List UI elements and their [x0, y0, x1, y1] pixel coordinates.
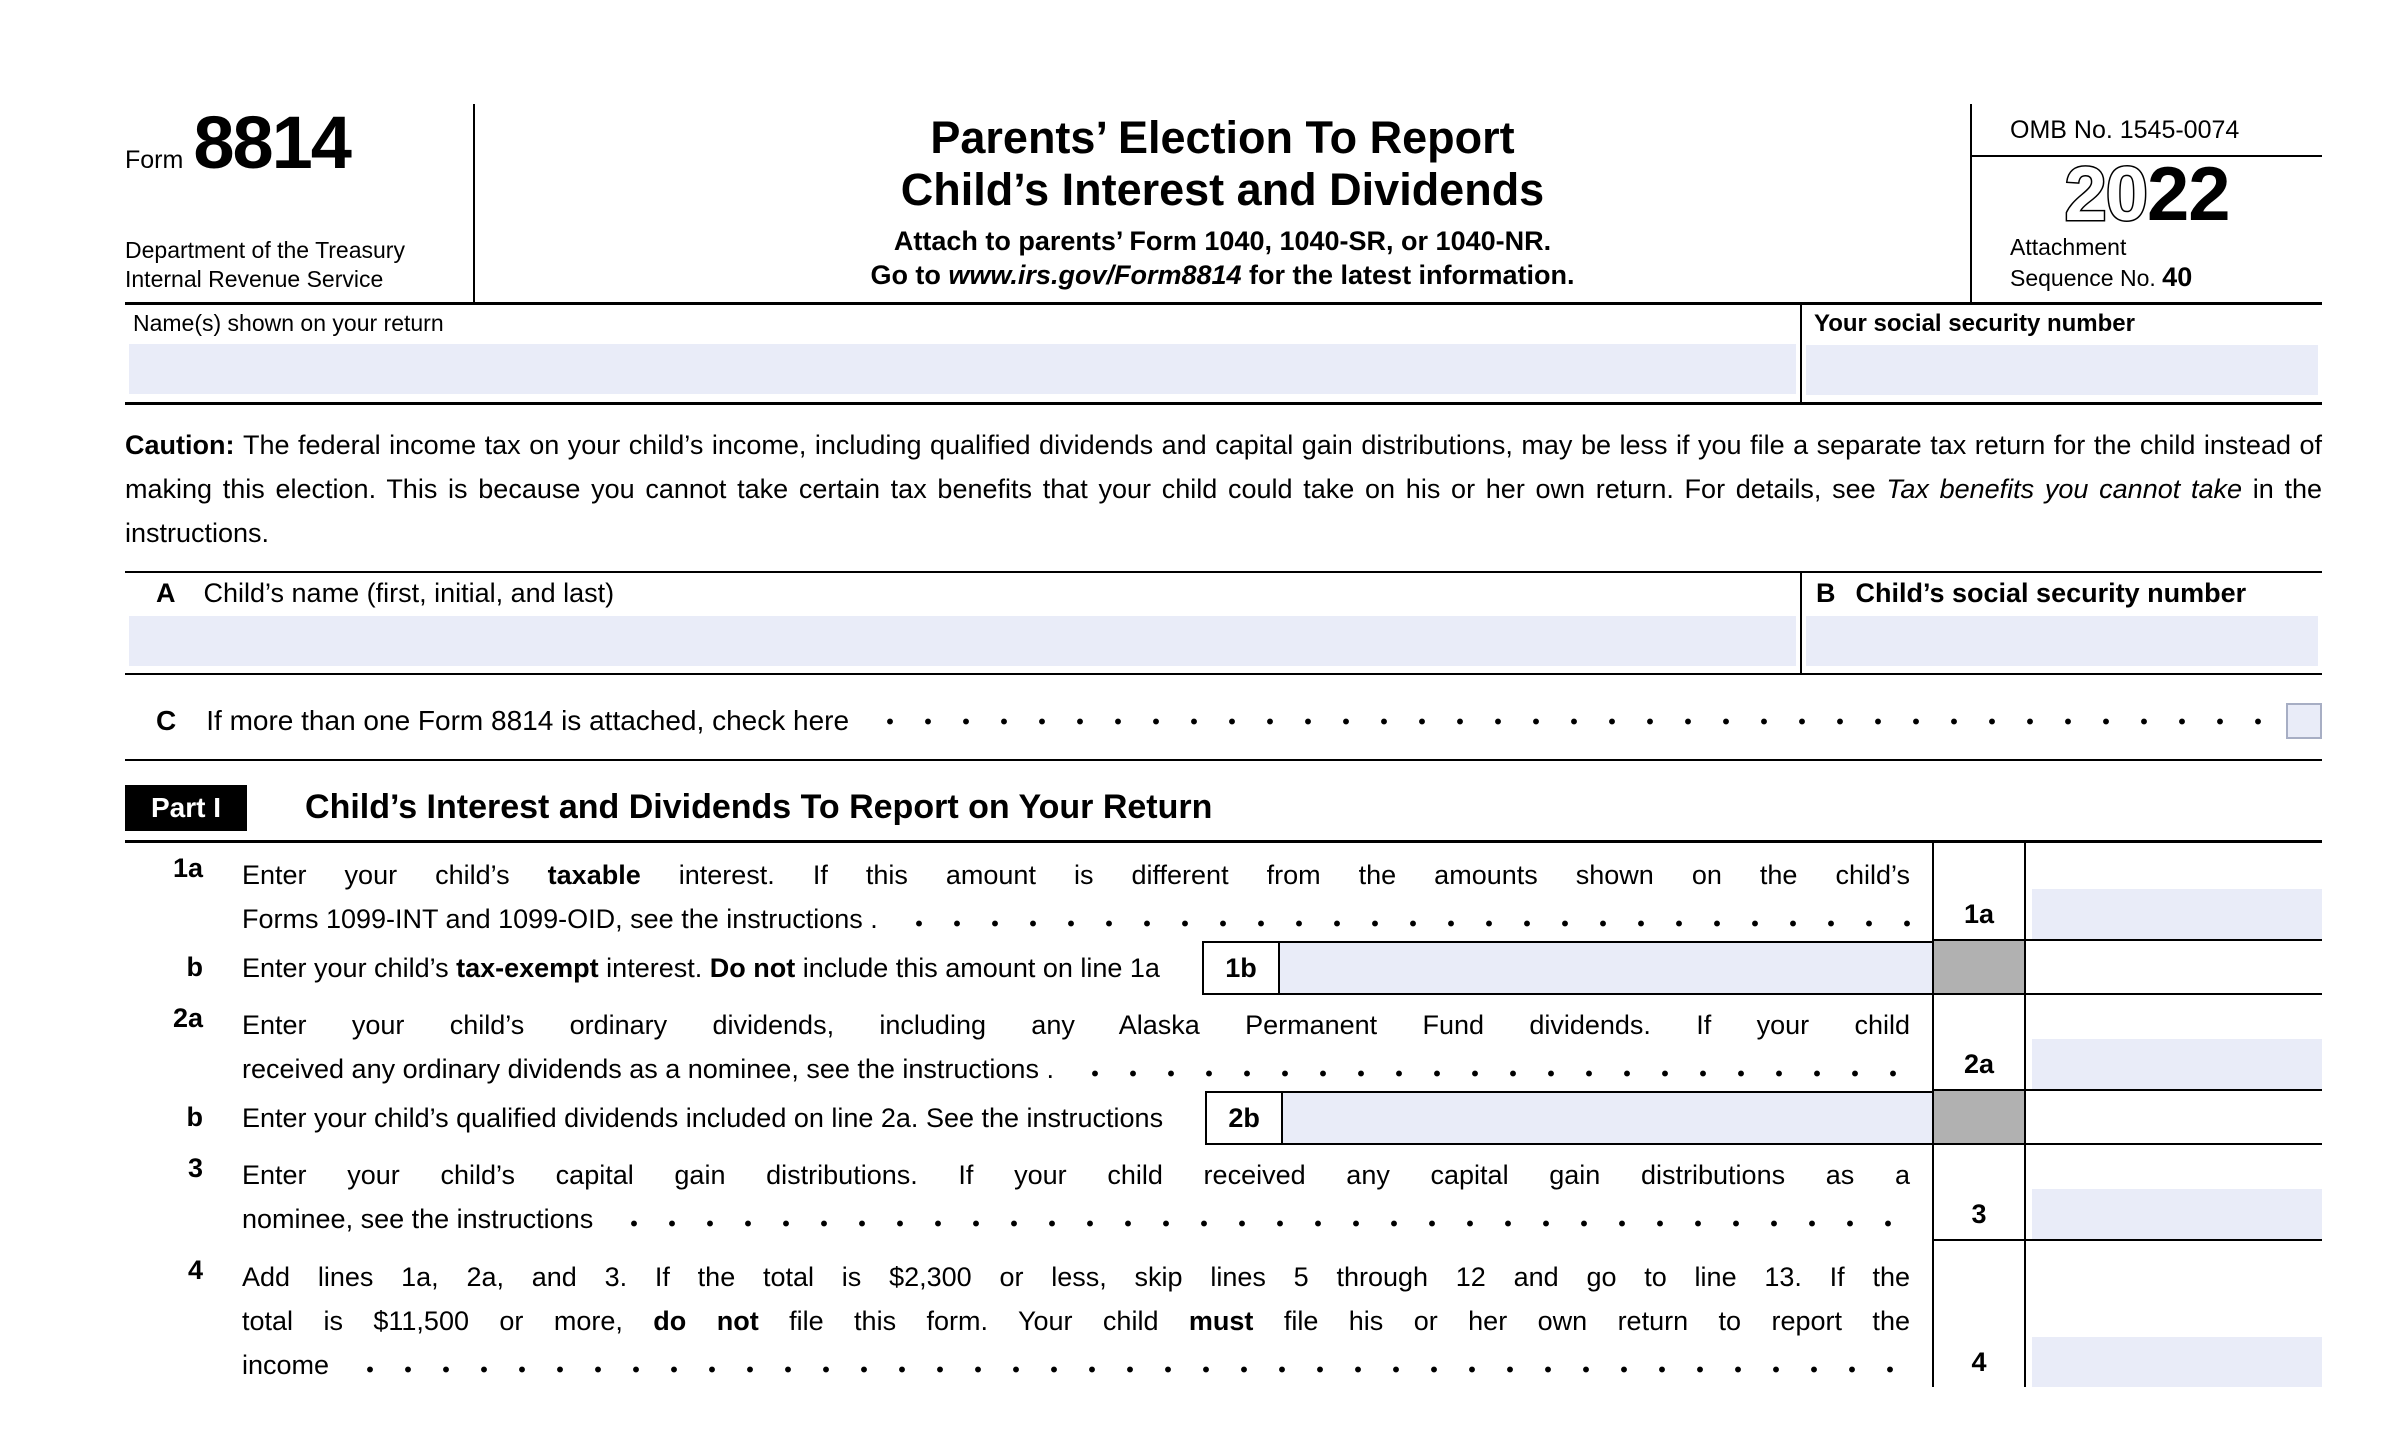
department-block: [125, 236, 463, 294]
line-1a-row: [125, 843, 2322, 941]
line-4-row: [125, 1241, 2322, 1387]
row-letter-c: C: [156, 704, 177, 736]
line-2a-text: Enter your child’s ordinary dividends, including any Alaska Permanent Fund dividends. If your child received any ordinary dividends as a nominee, see the instructions .: [203, 995, 1932, 1091]
line-4-amount-cell: [2026, 1241, 2322, 1387]
attach-instruction: Attach to parents’ Form 1040, 1040-SR, or 1040-NR.: [893, 226, 1552, 257]
attachment-word: Attachment: [2010, 234, 2127, 260]
ssn-cell: [1800, 305, 2322, 402]
goto-instruction: Go to www.irs.gov/Form8814 for the latest information.: [870, 260, 1575, 291]
ssn-input[interactable]: [1806, 345, 2318, 395]
line-2a-box-number: 2a: [1932, 995, 2026, 1091]
line-2a-number: 2a: [172, 1002, 203, 1033]
child-name-label: Child’s name (first, initial, and last): [203, 577, 615, 608]
tax-year: [1972, 152, 2322, 237]
line-1b-amount-input[interactable]: [1280, 941, 1932, 995]
line-2b-text: Enter your child’s qualified dividends included on line 2a. See the instructions 2b: [203, 1091, 1932, 1145]
line-1b-text: Enter your child’s tax-exempt interest. Do not include this amount on line 1a 1b: [203, 941, 1932, 995]
form-word: Form: [125, 146, 184, 174]
line-1b-box-number: 1b: [1202, 941, 1280, 995]
sequence-number: 40: [2162, 262, 2193, 293]
line-3-box-number: 3: [1932, 1145, 2026, 1241]
line-2b-box-number: 2b: [1205, 1091, 1283, 1145]
form-id-block: [125, 101, 475, 302]
sequence-label: Sequence No.: [2010, 265, 2156, 292]
form-number-row: [125, 101, 463, 184]
line-1a-number: 1a: [172, 852, 203, 883]
dot-leader: [1068, 1047, 1910, 1091]
row-letter-b: B: [1816, 577, 1836, 608]
multiple-forms-checkbox[interactable]: [2286, 703, 2322, 739]
tax-year-prefix: 20: [2064, 152, 2147, 237]
line-3-text: Enter your child’s capital gain distributions. If your child received any capital gain distributions as a nominee, see the instructions: [203, 1145, 1932, 1241]
form-number: 8814: [193, 101, 350, 184]
line-1b-number: b: [186, 952, 203, 983]
form-title-line2: Child’s Interest and Dividends: [900, 164, 1545, 216]
line-2a-amount-input[interactable]: [2032, 1039, 2322, 1089]
part1-title: Child’s Interest and Dividends To Report on Your Return: [305, 788, 1213, 827]
multiple-forms-label: If more than one Form 8814 is attached, check here: [206, 704, 850, 736]
line-3-number: 3: [187, 1152, 203, 1183]
dot-leader: [863, 703, 2270, 739]
name-cell: [125, 305, 1800, 402]
line-2b-number: b: [186, 1102, 203, 1133]
taxpayer-identity-row: [125, 305, 2322, 405]
multiple-forms-row: [125, 675, 2322, 761]
line-2b-amount-input[interactable]: [1283, 1091, 1932, 1145]
department-line: Department of the Treasury: [125, 237, 405, 264]
line-2b-right-cell: [2026, 1091, 2322, 1145]
dot-leader: [607, 1197, 1910, 1241]
child-ssn-input[interactable]: [1806, 616, 2318, 666]
line-1a-amount-cell: [2026, 843, 2322, 941]
row-letter-a: A: [156, 577, 176, 608]
line-4-text: Add lines 1a, 2a, and 3. If the total is $2,300 or less, skip lines 5 through 12 and go to line 13. If the total is $11,500 or more, do not file this form. Your child must file his or her own return to report the income: [203, 1241, 1932, 1387]
line-3-row: [125, 1145, 2322, 1241]
line-4-box-number: 4: [1932, 1241, 2026, 1387]
child-ssn-label-row: [1802, 578, 2322, 609]
child-name-cell: [125, 573, 1800, 673]
attachment-sequence: [1972, 233, 2322, 302]
line-1b-row: [125, 941, 2322, 995]
child-identity-row: [125, 571, 2322, 675]
child-name-input[interactable]: [129, 616, 1796, 666]
line-4-amount-input[interactable]: [2032, 1337, 2322, 1387]
form-title: [499, 112, 1946, 216]
sequence-line: [2010, 261, 2322, 294]
tax-year-suffix: 22: [2147, 152, 2230, 237]
line-3-amount-input[interactable]: [2032, 1189, 2322, 1239]
name-label: Name(s) shown on your return: [133, 309, 444, 336]
line-1a-box-number: 1a: [1932, 843, 2026, 941]
child-name-label-row: [125, 578, 1800, 609]
caution-text: Caution: The federal income tax on your child’s income, including qualified dividends and capital gain distributions, may be less if you file a separate tax return for the child instead of making this election. This is because you cannot take certain tax benefits that your child could take on his or her own return. For details, see Tax benefits you cannot take in the instructions.: [125, 429, 2323, 548]
line-1a-amount-input[interactable]: [2032, 889, 2322, 939]
form-title-block: [475, 104, 1970, 302]
part1-badge: Part I: [125, 785, 247, 831]
line-3-amount-cell: [2026, 1145, 2322, 1241]
part1-header: [125, 785, 2322, 843]
omb-year-block: [1970, 104, 2322, 302]
line-4-number: 4: [187, 1254, 203, 1285]
child-ssn-cell: [1800, 573, 2322, 673]
child-ssn-label: Child’s social security number: [1855, 577, 2247, 608]
form-8814-page: [0, 101, 2400, 1454]
form-title-line1: Parents’ Election To Report: [930, 112, 1515, 163]
line-1b-shaded-cell: [1932, 941, 2026, 995]
name-input[interactable]: [129, 344, 1796, 394]
line-2a-row: [125, 995, 2322, 1091]
line-2b-row: [125, 1091, 2322, 1145]
line-1a-text: Enter your child’s taxable interest. If this amount is different from the amounts shown on the child’s Forms 1099-INT and 1099-OID, see the instructions .: [203, 843, 1932, 941]
line-1b-right-cell: [2026, 941, 2322, 995]
dot-leader: [343, 1343, 1910, 1387]
omb-number: OMB No. 1545-0074: [1972, 104, 2322, 157]
line-2a-amount-cell: [2026, 995, 2322, 1091]
form-container: [125, 101, 2323, 1387]
ssn-label: Your social security number: [1814, 309, 2135, 337]
form-header: [125, 101, 2322, 305]
agency-line: Internal Revenue Service: [125, 266, 384, 293]
dot-leader: [892, 897, 1910, 941]
line-2b-shaded-cell: [1932, 1091, 2026, 1145]
